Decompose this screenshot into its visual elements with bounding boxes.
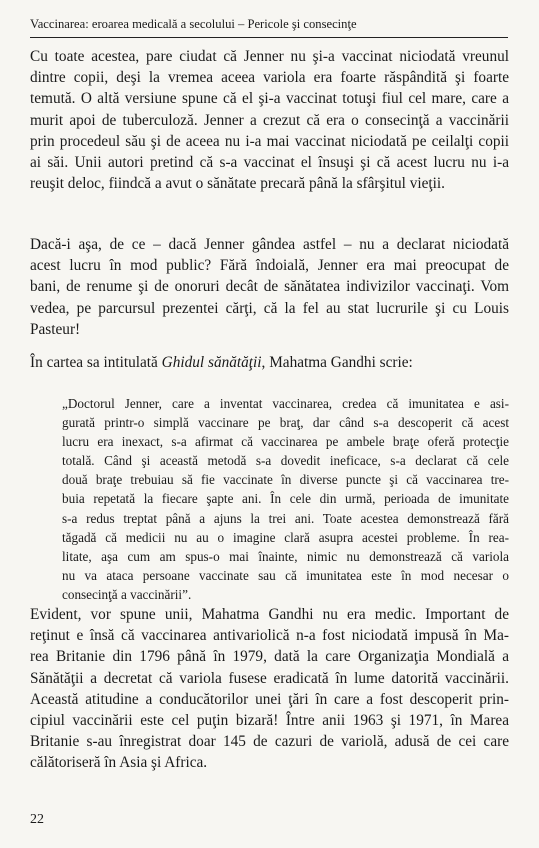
- text-line: ai săi. Unii autori pretind că s-a vaccinat el însuşi şi că acest lucru nu i-a: [30, 154, 509, 172]
- text-line: Evident, vor spune unii, Mahatma Gandhi nu era medic. Important de: [30, 606, 509, 623]
- quote-line: tăgadă că medicii nu au o imagine clară asupra acestei probleme. În rea-: [62, 529, 509, 545]
- text-line: acest lucru în mod public? Fără îndoială, Jenner era mai preocupat de: [30, 257, 509, 275]
- quote-line: lucru era inexact, s-a afirmat că vaccinarea pe ambele braţe oferă protecţie: [62, 434, 509, 450]
- paragraph-jenner-public: [30, 234, 509, 340]
- text-line: Cu toate acestea, pare ciudat că Jenner nu şi-a vaccinat niciodată vreunul: [30, 48, 509, 65]
- text-line: Pasteur!: [30, 320, 81, 338]
- quote-line: nu va ataca persoane vaccinate sau că imunitatea este în mod necesar o: [62, 567, 509, 583]
- text-line: Dacă-i aşa, de ce – dacă Jenner gândea astfel – nu a declarat niciodată: [30, 236, 509, 253]
- text-line: rea Britanie din 1796 până în 1979, dată la care Organizaţia Mondială a: [30, 648, 509, 666]
- quote-line: consecinţă a vaccinării”.: [62, 586, 192, 602]
- quote-line: litate, aşa cum am spus-o mai înainte, nimic nu demonstrează că variola: [62, 548, 509, 564]
- quote-line: două braţe trebuiau să fie vaccinate în diverse puncte şi că vaccinarea tre-: [62, 472, 509, 488]
- quote-line: buia repetată la fiecare şapte ani. În cele din urmă, perioada de imunitate: [62, 491, 509, 507]
- text-line: Această atitudine a conducătorilor unei ţări în care a fost descoperit prin-: [30, 690, 509, 708]
- text-line: vedea, pe parcursul prezentei cărţi, că la fel au stat lucrurile şi cu Louis: [30, 299, 509, 317]
- text-line: cipiul vaccinării este cel puţin bizară! Între anii 1963 şi 1971, în Marea: [30, 712, 509, 730]
- intro-text-before: În cartea sa intitulată: [30, 354, 162, 371]
- text-line: prin procedeul său şi de aceea nu i-a mai vaccinat niciodată pe ceilalţi copii: [30, 132, 509, 150]
- text-line: dintre copii, deşi la vremea aceea variola era foarte răspândită şi foarte: [30, 69, 509, 87]
- text-line: călătoriseră în Asia şi Africa.: [30, 754, 208, 772]
- paragraph-gandhi-intro: [30, 352, 509, 373]
- running-header: Vaccinarea: eroarea medicală a secolului – Pericole şi consecinţe: [30, 17, 357, 31]
- paragraph-jenner-children: [30, 46, 509, 194]
- header-rule: [30, 37, 508, 38]
- text-line: Sănătăţii a decretat că variola fusese eradicată în lume datorită vaccinării.: [30, 669, 509, 687]
- text-line: temută. O altă versiune spune că el şi-a vaccinat totuşi fiul cel mare, care a: [30, 90, 509, 108]
- intro-text-after: , Mahatma Gandhi scrie:: [261, 354, 413, 371]
- quote-line: „Doctorul Jenner, care a inventat vaccinarea, credea că imunitatea e asi-: [62, 396, 509, 411]
- text-line: reţinut e însă că vaccinarea antivariolică n-a fost niciodată impusă în Ma-: [30, 627, 509, 645]
- quote-line: s-a redus treptat până a ajuns la trei ani. Toate acestea demonstrează fără: [62, 510, 509, 526]
- paragraph-gandhi-not-doctor: [30, 604, 509, 774]
- quote-line: totală. Când şi această metodă s-a dovedit ineficace, s-a declarat că cele: [62, 453, 509, 469]
- text-line: Britanie s-au înregistrat doar 145 de cazuri de variolă, adusă de cei care: [30, 733, 509, 751]
- gandhi-quote: [62, 394, 509, 604]
- text-line: [30, 352, 509, 373]
- page-number: 22: [30, 812, 44, 827]
- text-line: bani, de renume şi de onoruri decât de sănătatea indivizilor vaccinaţi. Vom: [30, 278, 509, 296]
- text-line: murit apoi de tuberculoză. Jenner a crezut că era o consecinţă a vaccinării: [30, 111, 509, 129]
- quote-line: gurată printr-o simplă vaccinare pe braţ, dar când s-a descoperit că acest: [62, 415, 509, 431]
- book-title: Ghidul sănătăţii: [161, 354, 262, 371]
- text-line: reuşit deloc, fiindcă a avut o sănătate precară până la sfârşitul vieţii.: [30, 175, 445, 193]
